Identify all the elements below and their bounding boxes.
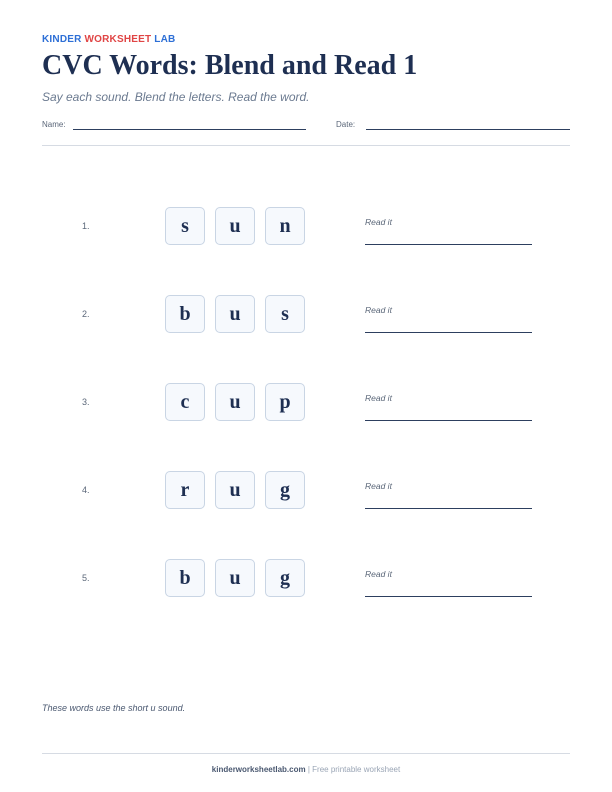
read-it-label: Read it [365, 393, 392, 403]
short-u-note: These words use the short u sound. [42, 703, 186, 713]
brand-logo [42, 34, 175, 45]
letter-tile: c [165, 383, 205, 421]
brand-part-worksheet: WORKSHEET [84, 34, 152, 45]
read-it-line[interactable] [365, 420, 532, 421]
read-it-line[interactable] [365, 332, 532, 333]
letter-tile: s [165, 207, 205, 245]
row-number: 4. [82, 485, 90, 495]
date-line[interactable] [366, 129, 570, 130]
read-it-label: Read it [365, 569, 392, 579]
letter-tile: p [265, 383, 305, 421]
read-it-line[interactable] [365, 596, 532, 597]
footer [0, 765, 612, 774]
read-it-label: Read it [365, 481, 392, 491]
worksheet-title: CVC Words: Blend and Read 1 [42, 50, 418, 81]
footer-site-link[interactable]: kinderworksheetlab.com [211, 765, 306, 774]
read-it-label: Read it [365, 217, 392, 227]
header-divider [42, 145, 570, 146]
footer-separator: | [305, 765, 313, 774]
word-row-3 [0, 383, 612, 443]
letter-tile: g [265, 559, 305, 597]
footer-tagline: Free printable worksheet [312, 765, 401, 774]
brand-part-lab: LAB [151, 34, 176, 45]
date-label: Date: [336, 120, 356, 129]
name-label: Name: [42, 120, 66, 129]
name-line[interactable] [73, 129, 306, 130]
word-row-5 [0, 559, 612, 619]
row-number: 1. [82, 221, 90, 231]
letter-tile: b [165, 559, 205, 597]
letter-tile: g [265, 471, 305, 509]
letter-tile: r [165, 471, 205, 509]
letter-tile: u [215, 383, 255, 421]
word-row-2 [0, 295, 612, 355]
word-row-1 [0, 207, 612, 267]
letter-tile: u [215, 295, 255, 333]
letter-tile: u [215, 471, 255, 509]
word-row-4 [0, 471, 612, 531]
row-number: 3. [82, 397, 90, 407]
read-it-line[interactable] [365, 244, 532, 245]
footer-divider [42, 753, 570, 754]
read-it-line[interactable] [365, 508, 532, 509]
letter-tile: u [215, 559, 255, 597]
letter-tile: b [165, 295, 205, 333]
row-number: 5. [82, 573, 90, 583]
worksheet-subtitle: Say each sound. Blend the letters. Read the word. [42, 90, 310, 104]
brand-part-kinder: KINDER [42, 34, 85, 45]
letter-tile: s [265, 295, 305, 333]
row-number: 2. [82, 309, 90, 319]
read-it-label: Read it [365, 305, 392, 315]
letter-tile: n [265, 207, 305, 245]
letter-tile: u [215, 207, 255, 245]
